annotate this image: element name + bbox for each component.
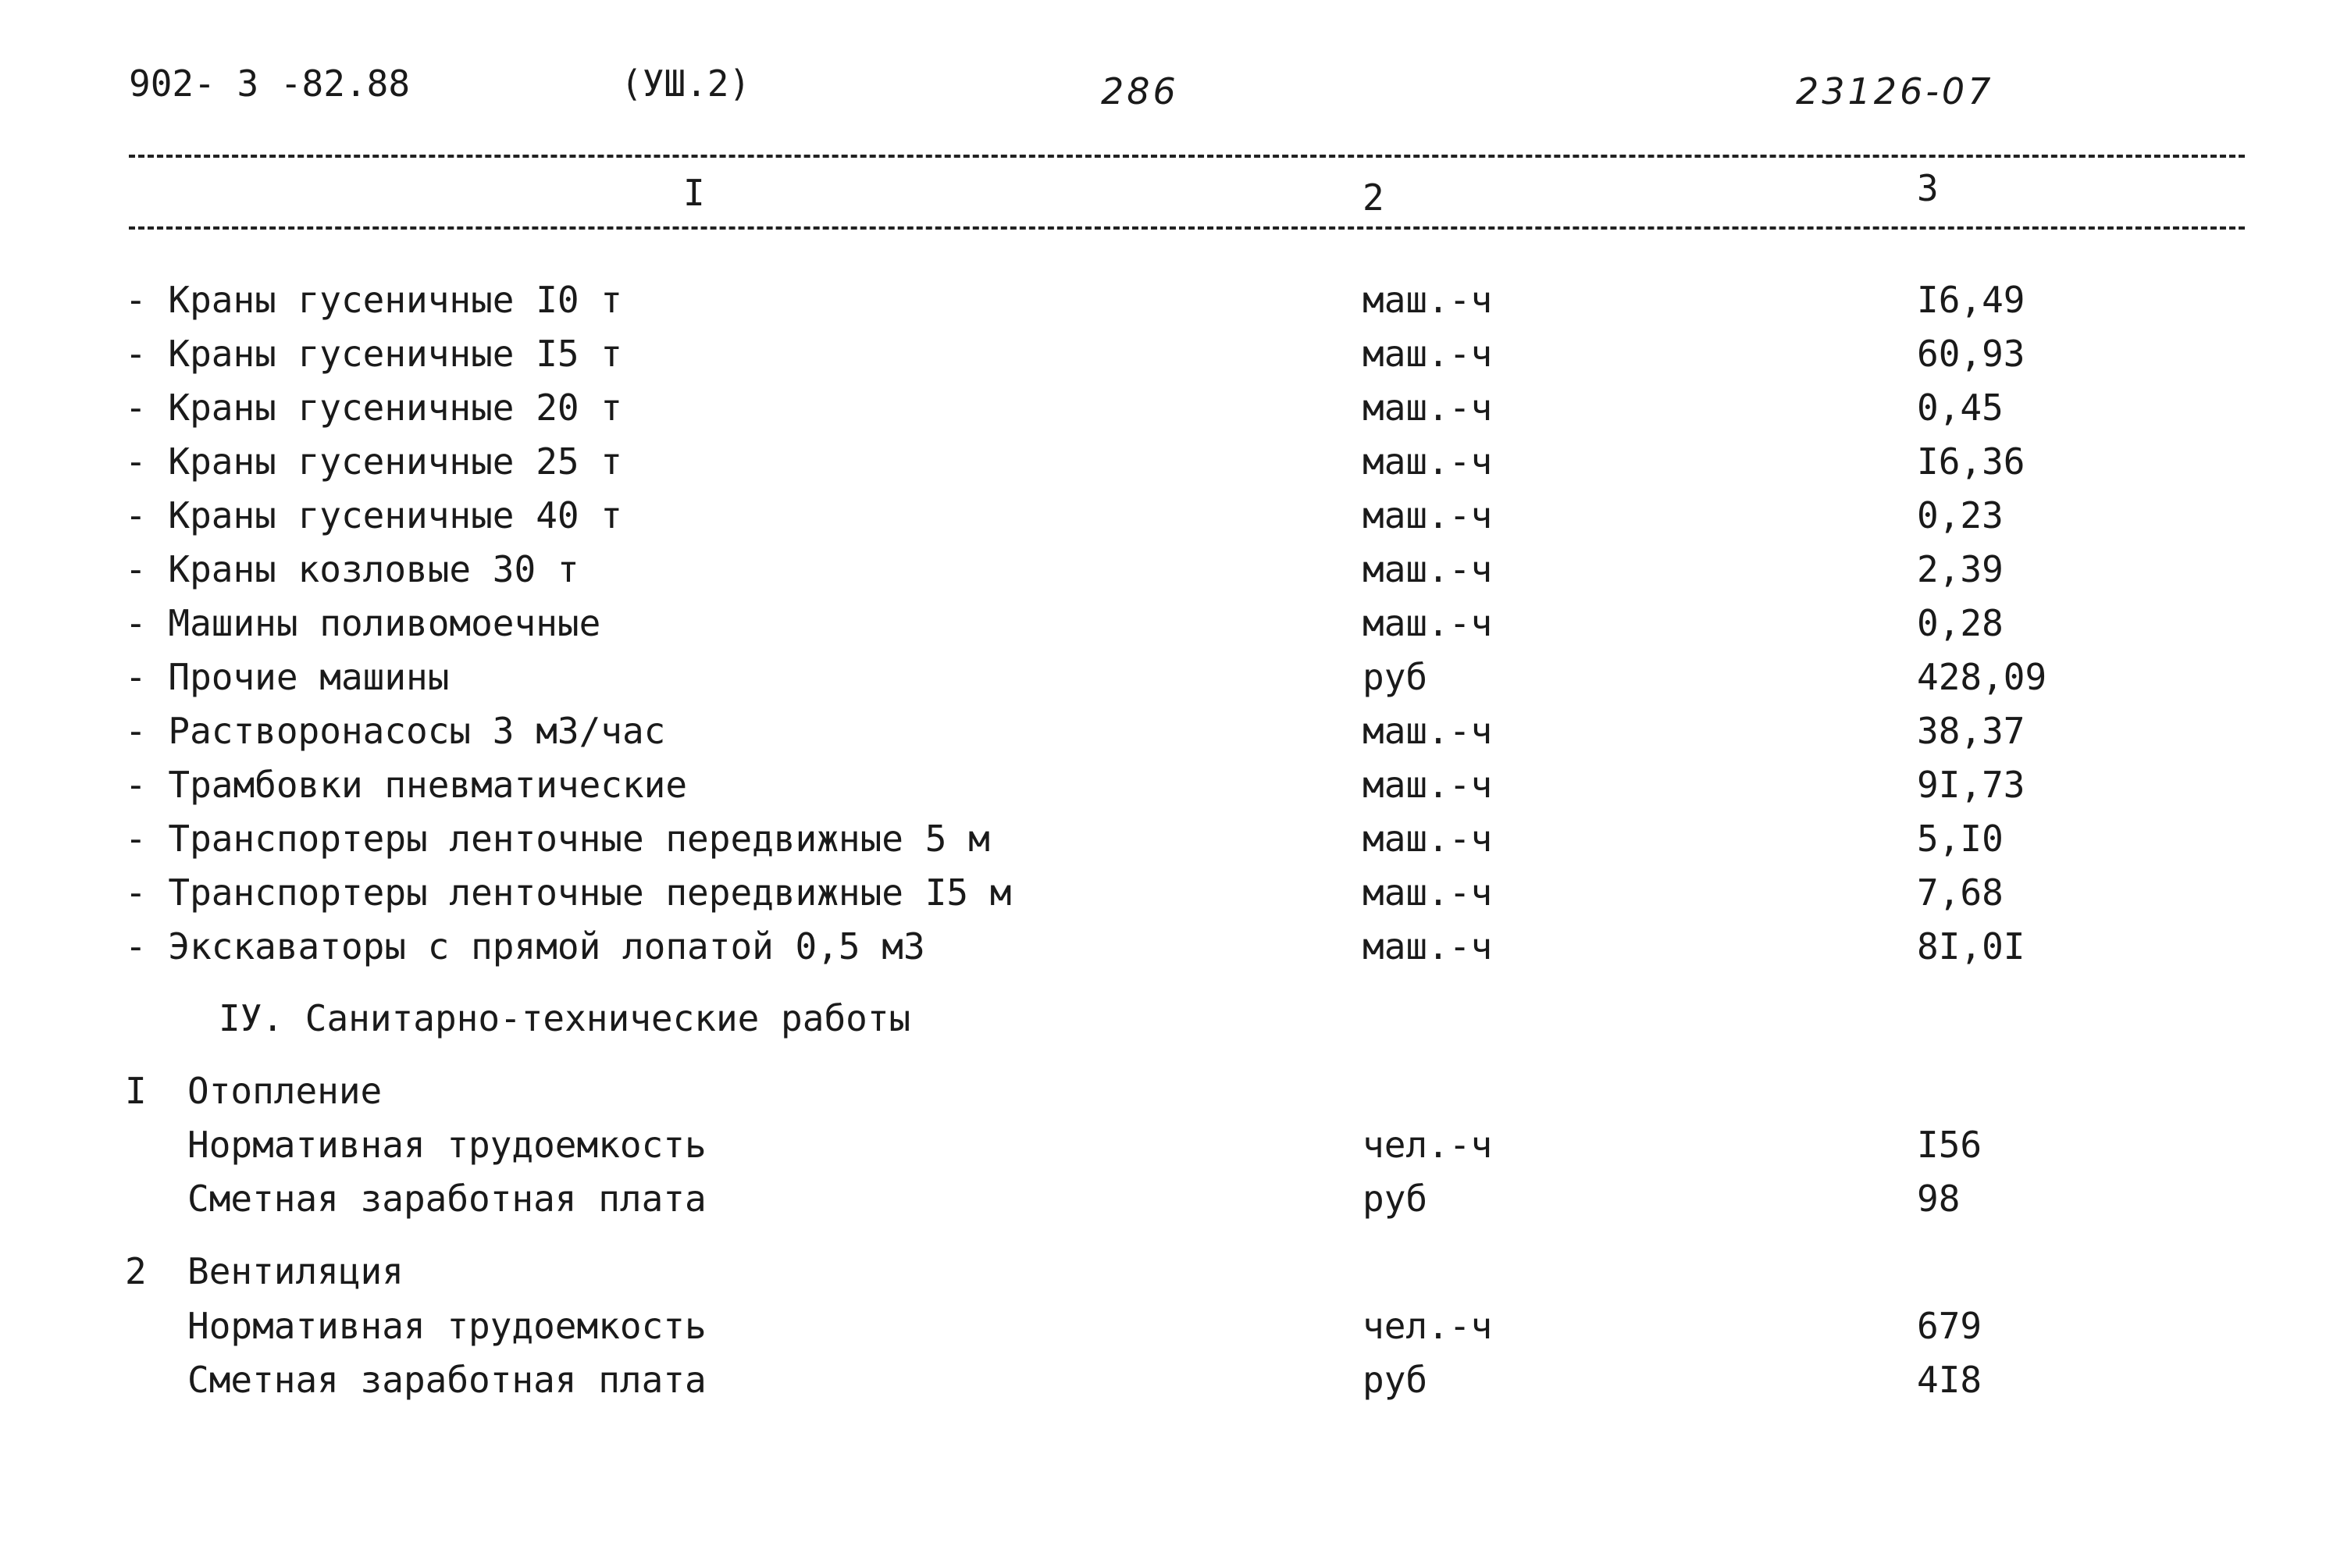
row-unit: маш.-ч	[1363, 279, 1493, 321]
row-name: - Машины поливомоечные	[125, 602, 601, 644]
table-row	[0, 1178, 2351, 1231]
row-unit: маш.-ч	[1363, 494, 1493, 536]
row-name: - Краны гусеничные I5 т	[125, 333, 622, 375]
row-unit: маш.-ч	[1363, 440, 1493, 483]
table-row	[0, 1305, 2351, 1359]
table-row	[0, 871, 2351, 925]
row-unit: руб	[1363, 656, 1428, 698]
table-row	[0, 494, 2351, 548]
header-top-rule	[129, 155, 2245, 158]
table-row	[0, 387, 2351, 440]
column-3-number: 3	[1917, 167, 1939, 209]
row-unit: руб	[1363, 1359, 1428, 1401]
row-name: Сметная заработная плата	[187, 1359, 707, 1401]
row-name: - Растворонасосы 3 м3/час	[125, 710, 666, 752]
row-value: I56	[1917, 1124, 1982, 1166]
row-name: Сметная заработная плата	[187, 1178, 707, 1220]
table-row	[0, 602, 2351, 656]
doc-number: 23126-07	[1796, 70, 1994, 112]
row-name: - Краны гусеничные 40 т	[125, 494, 622, 536]
row-value: 0,45	[1917, 387, 2004, 429]
row-unit: маш.-ч	[1363, 387, 1493, 429]
table-row	[0, 333, 2351, 387]
row-unit: маш.-ч	[1363, 818, 1493, 860]
row-value: 0,23	[1917, 494, 2004, 536]
row-name: - Трамбовки пневматические	[125, 764, 688, 806]
row-value: 2,39	[1917, 548, 2004, 590]
row-value: 38,37	[1917, 710, 2025, 752]
row-value: 60,93	[1917, 333, 2025, 375]
row-name: - Транспортеры ленточные передвижные I5 м	[125, 871, 1012, 914]
row-name: Нормативная трудоемкость	[187, 1305, 707, 1347]
table-row	[0, 656, 2351, 710]
subsection-title: Отопление	[187, 1070, 383, 1112]
row-value: 679	[1917, 1305, 1982, 1347]
row-name: - Краны гусеничные 25 т	[125, 440, 622, 483]
row-value: I6,49	[1917, 279, 2025, 321]
row-unit: маш.-ч	[1363, 925, 1493, 968]
row-value: 428,09	[1917, 656, 2047, 698]
row-unit: маш.-ч	[1363, 548, 1493, 590]
row-value: 98	[1917, 1178, 1961, 1220]
header-bottom-rule	[129, 226, 2245, 230]
row-value: 9I,73	[1917, 764, 2025, 806]
row-unit: маш.-ч	[1363, 764, 1493, 806]
column-2-number: 2	[1363, 176, 1384, 219]
row-value: 4I8	[1917, 1359, 1982, 1401]
row-name: - Краны козловые 30 т	[125, 548, 579, 590]
subsection-header	[0, 1250, 2351, 1304]
subsection-header	[0, 1070, 2351, 1124]
row-name: - Краны гусеничные I0 т	[125, 279, 622, 321]
row-value: 7,68	[1917, 871, 2004, 914]
table-row	[0, 440, 2351, 494]
page-number: 286	[1101, 70, 1179, 112]
table-row	[0, 764, 2351, 818]
row-name: - Краны гусеничные 20 т	[125, 387, 622, 429]
subsection-number: 2	[125, 1250, 147, 1292]
row-unit: маш.-ч	[1363, 333, 1493, 375]
table-row	[0, 279, 2351, 333]
row-value: 5,I0	[1917, 818, 2004, 860]
row-value: 8I,0I	[1917, 925, 2025, 968]
row-name: - Транспортеры ленточные передвижные 5 м	[125, 818, 990, 860]
row-unit: чел.-ч	[1363, 1124, 1493, 1166]
row-unit: маш.-ч	[1363, 871, 1493, 914]
row-name: - Прочие машины	[125, 656, 450, 698]
subsection-number: I	[125, 1070, 147, 1112]
table-row	[0, 1359, 2351, 1413]
table-row	[0, 1124, 2351, 1178]
doc-code: 902- 3 -82.88	[129, 62, 411, 105]
row-unit: маш.-ч	[1363, 710, 1493, 752]
row-name: Нормативная трудоемкость	[187, 1124, 707, 1166]
table-row	[0, 818, 2351, 871]
row-value: 0,28	[1917, 602, 2004, 644]
column-1-number: I	[683, 172, 705, 214]
row-value: I6,36	[1917, 440, 2025, 483]
subsection-title: Вентиляция	[187, 1250, 404, 1292]
row-unit: чел.-ч	[1363, 1305, 1493, 1347]
section-title: IУ. Санитарно-технические работы	[219, 997, 911, 1039]
row-unit: руб	[1363, 1178, 1428, 1220]
table-row	[0, 710, 2351, 764]
table-row	[0, 925, 2351, 979]
row-name: - Экскаваторы с прямой лопатой 0,5 м3	[125, 925, 925, 968]
row-unit: маш.-ч	[1363, 602, 1493, 644]
section-code: (УШ.2)	[621, 62, 751, 105]
table-row	[0, 548, 2351, 602]
